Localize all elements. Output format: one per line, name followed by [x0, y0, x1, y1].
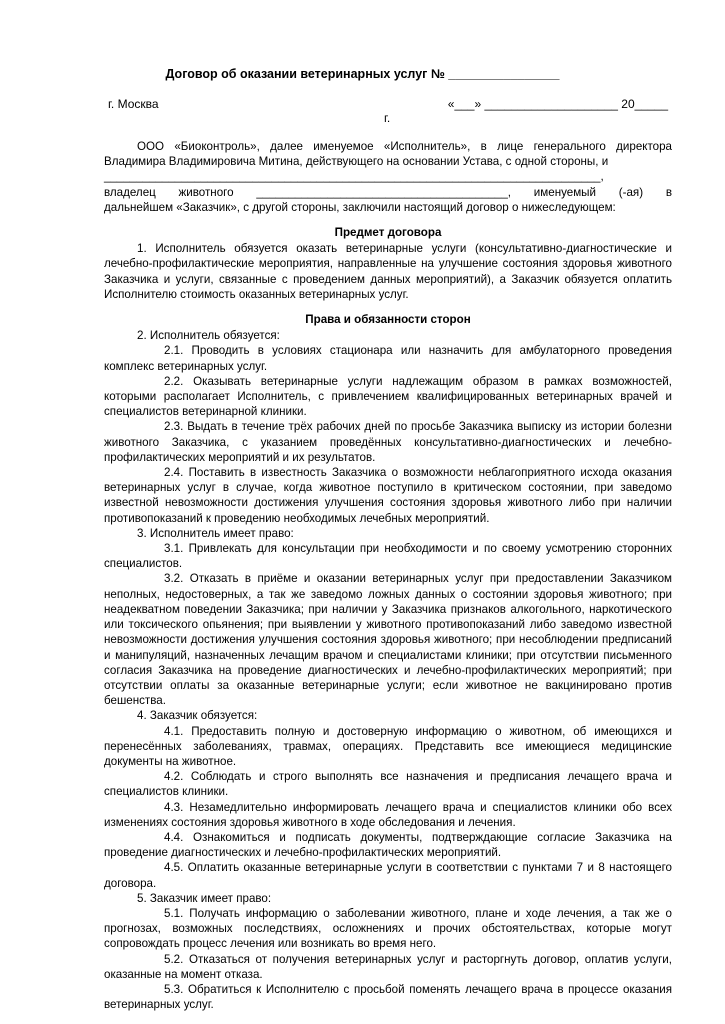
contract-clause: 4.2. Соблюдать и строго выполнять все назначения и предписания лечащего врача и специалистов клиники. [104, 770, 672, 799]
contract-clause: 4.4. Ознакомиться и подписать документы, подтверждающие согласие Заказчика на проведение диагностических и лечебно-профилактических мероприятий. [104, 830, 672, 860]
contract-clause: 3. Исполнитель имеет право: [137, 526, 294, 540]
contract-clause: 5.1. Получать информацию о заболевании животного, плане и ходе лечения, а так же о прогнозах, возможных последствиях, осложнениях и прочих обстоятельствах, которые могут сопровождать процесс лечения или возникать во время него. [104, 906, 672, 951]
section-heading: Предмет договора [334, 226, 442, 240]
named-word: именуемый [533, 185, 596, 199]
contract-clause: 3.2. Отказать в приёме и оказании ветеринарных услуг при предоставлении Заказчиком неполных, недостоверных, а так же заведомо ложных данных о состоянии здоровья животного; при неадекватном поведении Заказчика; при наличии у Заказчика признаков алкогольного, наркотического или токсического опьянения; при выявлении у животного противопоказаний либо заведомо известной невозможности достижения улучшения состояния здоровья животного; при несоблюдении предписаний и манипуляций, назначенных лечащим врачом и специалистами клиники; при отсутствии письменного согласия Заказчика на проведение диагностических и лечебно-профилактических мероприятий; при отсутствии оплаты за оказанные ветеринарные услуги; если животное не вакцинировано против бешенства. [104, 572, 672, 708]
contract-clause: 4.1. Предоставить полную и достоверную информацию о животном, об имеющихся и перенесённых заболеваниях, травмах, операциях. Представить все имеющиеся медицинские документы на животное. [104, 724, 672, 768]
customer-name-blank: _____________________________________________________________________________, [104, 170, 604, 184]
intro-parties: ООО «Биоконтроль», далее именуемое «Исполнитель», в лице генерального директора Владимира Владимировича Митина, действующего на основании Устава, с одной стороны, и [104, 140, 672, 169]
animal-word: животного [178, 185, 234, 199]
contract-clause: 1. Исполнитель обязуется оказать ветеринарные услуги (консультативно-диагностические и лечебно-профилактические мероприятия, направленные на улучшение состояния здоровья животного Заказчика и услуги, связанные с проведением данных мероприятий), а Заказчик обязуется оплатить Исполнителю стоимость оказанных ветеринарных услуг. [104, 242, 672, 301]
contract-clause: 5. Заказчик имеет право: [137, 891, 272, 905]
contract-clause: 4. Заказчик обязуется: [137, 709, 258, 723]
in-word: в [665, 185, 672, 199]
contract-clause: 5.2. Отказаться от получения ветеринарных услуг и расторгнуть договор, оплатив услуги, оказанные на момент отказа. [104, 952, 672, 981]
gender-suffix: (-ая) [618, 185, 644, 199]
contract-clause: 5.3. Обратиться к Исполнителю с просьбой поменять лечащего врача в процессе оказания ветеринарных услуг. [104, 982, 672, 1012]
contract-clause: 2.2. Оказывать ветеринарные услуги надлежащим образом в рамках возможностей, которыми располагает Исполнитель, с привлечением квалифицированных ветеринарных врачей и специалистов ветеринарной клиники. [104, 374, 672, 419]
contract-clause: 3.1. Привлекать для консультации при необходимости и по своему усмотрению сторонних специалистов. [104, 542, 672, 571]
contract-body [104, 139, 672, 1012]
document-title: Договор об оказании ветеринарных услуг № ________________ [165, 67, 560, 81]
intro-closing: дальнейшем «Заказчик», с другой стороны, заключили настоящий договор о нижеследующем: [104, 200, 616, 214]
sections [104, 225, 672, 1012]
contract-clause: 2.1. Проводить в условиях стационара или назначить для амбулаторного проведения комплекс ветеринарных услуг. [104, 344, 672, 373]
contract-clause: 2. Исполнитель обязуется: [137, 329, 280, 343]
year-suffix: г. [384, 111, 391, 125]
contract-clause: 4.3. Незамедлительно информировать лечащего врача и специалистов клиники обо всех изменениях состояния здоровья животного в ходе обследования и лечения. [104, 800, 672, 829]
animal-owner-row [104, 185, 672, 200]
section-heading: Права и обязанности сторон [305, 313, 471, 327]
owner-word: владелец [104, 185, 156, 199]
contract-clause: 2.4. Поставить в известность Заказчика о возможности неблагоприятного исхода оказания ветеринарных услуг в случае, когда животное поступило в критическом состоянии, при заведомо известной невозможности достижения улучшения состояния здоровья животного либо при наличии противопоказаний к проведению необходимых лечебных мероприятий. [104, 466, 672, 525]
contract-clause: 4.5. Оплатить оказанные ветеринарные услуги в соответствии с пунктами 7 и 8 настоящего договора. [104, 861, 672, 890]
city: г. Москва [108, 97, 159, 111]
contract-date: «___» ____________________ 20_____ [447, 97, 668, 111]
animal-blank: _______________________________________, [256, 185, 512, 199]
contract-clause: 2.3. Выдать в течение трёх рабочих дней по просьбе Заказчика выписку из истории болезни животного Заказчика, с указанием проведённых консультативно-диагностических и лечебно-профилактических мероприятий и их результатов. [104, 420, 672, 464]
